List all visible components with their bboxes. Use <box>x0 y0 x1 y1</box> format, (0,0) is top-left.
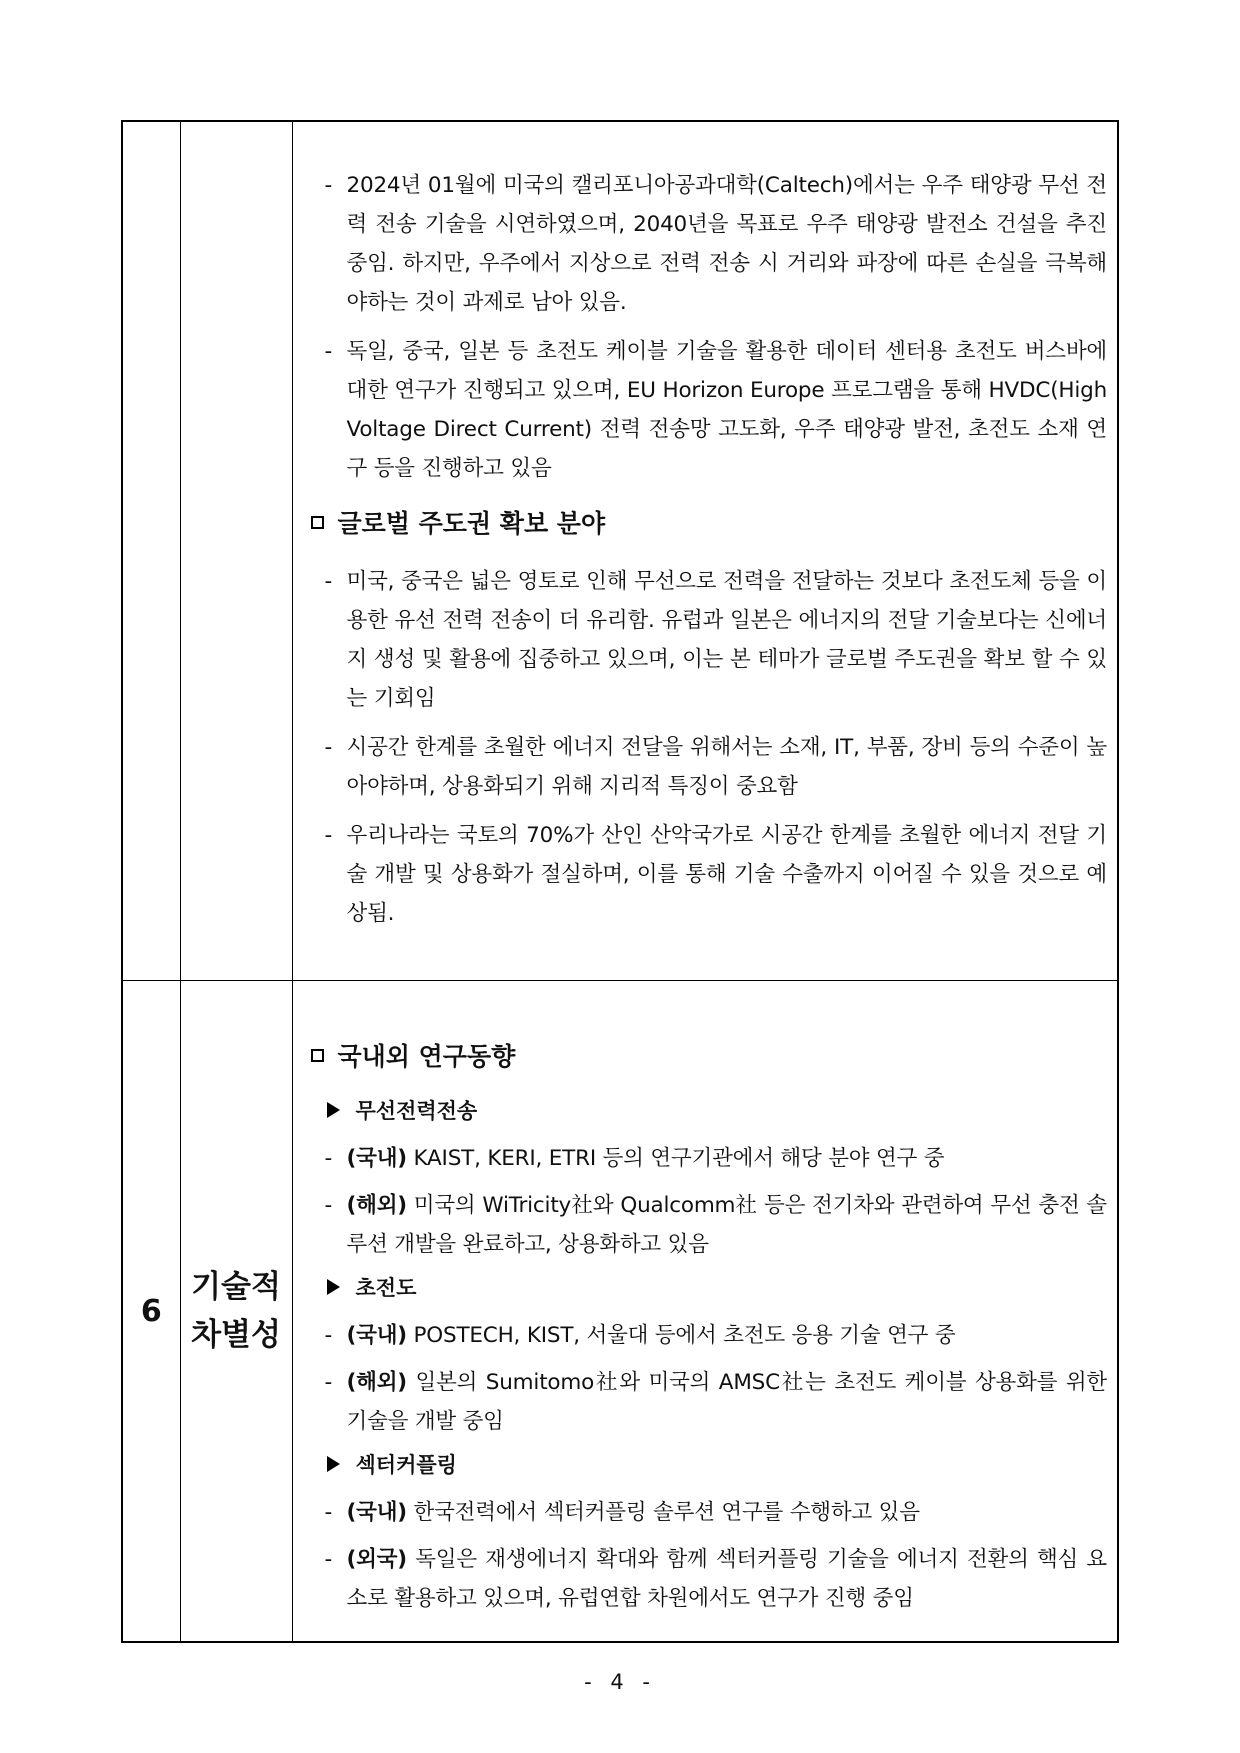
region-tag: (국내) <box>346 1323 407 1348</box>
region-tag: (해외) <box>346 1370 407 1395</box>
checkbox-square-icon <box>311 516 324 529</box>
triangle-right-icon <box>327 1456 340 1472</box>
region-tag: (외국) <box>346 1547 407 1572</box>
document-table <box>121 120 1119 1643</box>
region-tag: (해외) <box>346 1193 407 1218</box>
bullet-body: 한국전력에서 섹터커플링 솔루션 연구를 수행하고 있음 <box>406 1500 920 1525</box>
section-label-line: 기술적 <box>191 1269 281 1305</box>
bullet-text <box>305 1363 1108 1441</box>
bullet-text: - 미국, 중국은 넓은 영토로 인해 무선으로 전력을 전달하는 것보다 초전도체 등을 이용한 유선 전력 전송이 더 유리함. 유럽과 일본은 에너지의 전달 기술보다는 신에너지 생성 및 활용에 집중하고 있으며, 이는 본 테마가 글로벌 주도권을 확보 할 수 있는 기회임 <box>305 562 1108 718</box>
section-label-line: 차별성 <box>191 1317 281 1353</box>
number-cell-empty <box>122 121 180 981</box>
bullet-text <box>305 1316 1108 1355</box>
subheading <box>327 1272 1108 1302</box>
bullet-text <box>305 1493 1108 1532</box>
subheading-text: 무선전력전송 <box>355 1099 478 1123</box>
bullet-text: - 독일, 중국, 일본 등 초전도 케이블 기술을 활용한 데이터 센터용 초전도 버스바에 대한 연구가 진행되고 있으며, EU Horizon Europe 프로그램을 통해 HVDC(High Voltage Direct Current) 전력 전송망 고도화, 우주 태양광 발전, 초전도 소재 연구 등을 진행하고 있음 <box>305 332 1108 488</box>
label-cell-empty <box>180 121 292 981</box>
subheading-text: 초전도 <box>355 1276 417 1300</box>
section-heading <box>307 504 1108 540</box>
section-label <box>180 981 292 1643</box>
bullet-text <box>305 1139 1108 1178</box>
bullet-body: 미국의 WiTricity社와 Qualcomm社 등은 전기차와 관련하여 무선 충전 솔루션 개발을 완료하고, 상용화하고 있음 <box>346 1193 1107 1257</box>
bullet-text: - 우리나라는 국토의 70%가 산인 산악국가로 시공간 한계를 초월한 에너지 전달 기술 개발 및 상용화가 절실하며, 이를 통해 기술 수출까지 이어질 수 있을 것으로 예상됨. <box>305 816 1108 933</box>
page-number: - 4 - <box>584 1670 656 1694</box>
bullet-text <box>305 1540 1108 1618</box>
bullet-text: - 2024년 01월에 미국의 캘리포니아공과대학(Caltech)에서는 우주 태양광 무선 전력 전송 기술을 시연하였으며, 2040년을 목표로 우주 태양광 발전소 건설을 추진 중임. 하지만, 우주에서 지상으로 전력 전송 시 거리와 파장에 따른 손실을 극복해야하는 것이 과제로 남아 있음. <box>305 166 1108 322</box>
table-row <box>122 981 1118 1643</box>
heading-text: 국내외 연구동향 <box>337 1042 516 1071</box>
checkbox-square-icon <box>311 1049 324 1062</box>
bullet-body: 일본의 Sumitomo社와 미국의 AMSC社는 초전도 케이블 상용화를 위한 기술을 개발 중임 <box>346 1370 1107 1434</box>
heading-text: 글로벌 주도권 확보 분야 <box>337 509 606 538</box>
bullet-text <box>305 1186 1108 1264</box>
region-tag: (국내) <box>346 1500 407 1525</box>
bullet-body: 독일은 재생에너지 확대와 함께 섹터커플링 기술을 에너지 전환의 핵심 요소로 활용하고 있으며, 유럽연합 차원에서도 연구가 진행 중임 <box>346 1547 1107 1611</box>
subheading <box>327 1095 1108 1125</box>
content-cell <box>292 121 1118 981</box>
content-cell <box>292 981 1118 1643</box>
subheading-text: 섹터커플링 <box>355 1453 457 1477</box>
triangle-right-icon <box>327 1102 340 1118</box>
region-tag: (국내) <box>346 1146 407 1171</box>
section-number: 6 <box>122 981 180 1643</box>
table-row <box>122 121 1118 981</box>
bullet-body: KAIST, KERI, ETRI 등의 연구기관에서 해당 분야 연구 중 <box>406 1146 945 1171</box>
subheading <box>327 1449 1108 1479</box>
triangle-right-icon <box>327 1279 340 1295</box>
section-heading <box>307 1037 1108 1073</box>
bullet-body: POSTECH, KIST, 서울대 등에서 초전도 응용 기술 연구 중 <box>406 1323 956 1348</box>
bullet-text: - 시공간 한계를 초월한 에너지 전달을 위해서는 소재, IT, 부품, 장비 등의 수준이 높아야하며, 상용화되기 위해 지리적 특징이 중요함 <box>305 728 1108 806</box>
